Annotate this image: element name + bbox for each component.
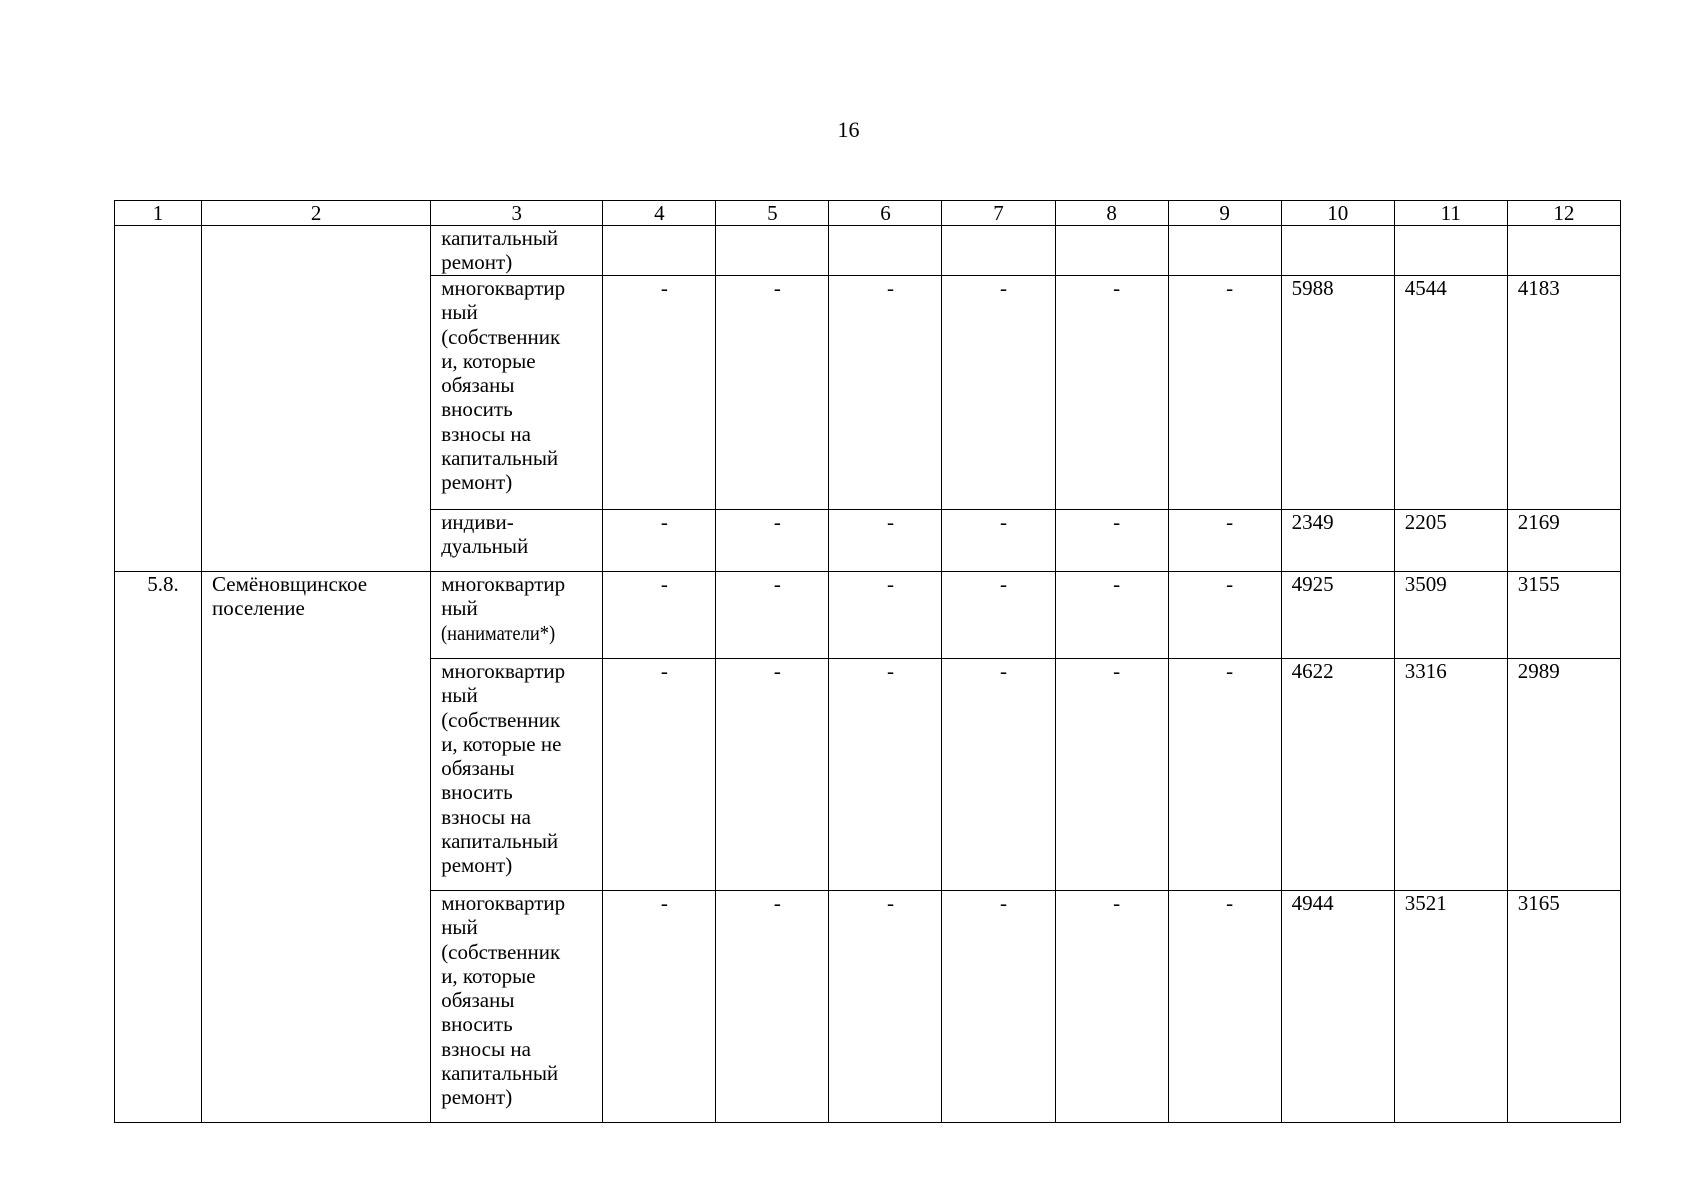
housing-type-line: капитальный (441, 226, 559, 250)
value-cell (1168, 226, 1281, 276)
value-cell: - (1168, 276, 1281, 510)
value-cell: - (716, 659, 829, 891)
value-cell (1394, 226, 1507, 276)
value-cell: 3165 (1507, 891, 1620, 1123)
col-header-11: 11 (1394, 201, 1507, 226)
housing-type-line: дуальный (441, 534, 529, 559)
settlement-name-cell (202, 572, 431, 1123)
housing-type-line: вносить (441, 1012, 513, 1037)
value-cell: - (716, 276, 829, 510)
settlement-name-line: поселение (212, 596, 305, 621)
housing-type-line: многоквартир (441, 276, 566, 300)
col-header-8: 8 (1055, 201, 1168, 226)
value-cell: 4622 (1281, 659, 1394, 891)
housing-type-line: капитальный (441, 1061, 559, 1086)
value-cell (603, 226, 716, 276)
value-cell (942, 226, 1055, 276)
housing-type-line: индиви- (441, 510, 514, 534)
col-header-6: 6 (829, 201, 942, 226)
housing-type-line: (собственник (441, 707, 561, 732)
value-cell: - (1055, 891, 1168, 1123)
value-cell: - (603, 891, 716, 1123)
value-cell: - (1168, 510, 1281, 572)
value-cell: 3155 (1507, 572, 1620, 659)
table-row (115, 572, 1621, 659)
housing-type-line: ный (441, 683, 478, 708)
housing-type-line: и, которые не (441, 731, 562, 756)
housing-type-line: и, которые (441, 348, 536, 373)
value-cell: 5988 (1281, 276, 1394, 510)
value-cell: 3521 (1394, 891, 1507, 1123)
value-cell: - (1168, 572, 1281, 659)
housing-type-line: многоквартир (441, 659, 566, 683)
housing-type-line: (собственник (441, 939, 561, 964)
col-header-10: 10 (1281, 201, 1394, 226)
housing-type-cell (431, 276, 603, 510)
value-cell: - (603, 572, 716, 659)
housing-type-line: ремонт) (441, 853, 513, 878)
housing-type-line: многоквартир (441, 572, 566, 596)
value-cell: - (1168, 659, 1281, 891)
value-cell: - (716, 891, 829, 1123)
settlement-name-line: Семёновщинское (212, 572, 368, 596)
table-row (115, 226, 1621, 276)
housing-type-line: взносы на (441, 1036, 531, 1061)
data-table (114, 200, 1621, 1123)
housing-type-line: взносы на (441, 421, 531, 446)
value-cell: - (942, 276, 1055, 510)
housing-type-cell (431, 891, 603, 1123)
col-header-1: 1 (115, 201, 202, 226)
value-cell: - (829, 572, 942, 659)
col-header-7: 7 (942, 201, 1055, 226)
value-cell: - (829, 276, 942, 510)
value-cell: - (942, 891, 1055, 1123)
col-header-2: 2 (202, 201, 431, 226)
value-cell: 2205 (1394, 510, 1507, 572)
housing-type-cell (431, 572, 603, 659)
value-cell: - (829, 510, 942, 572)
value-cell: 4183 (1507, 276, 1620, 510)
housing-type-line: ремонт) (441, 470, 513, 495)
value-cell: - (603, 510, 716, 572)
value-cell: 4944 (1281, 891, 1394, 1123)
value-cell (1055, 226, 1168, 276)
value-cell: - (603, 659, 716, 891)
housing-type-cell (431, 510, 603, 572)
housing-type-line: (собственник (441, 324, 561, 349)
housing-type-line: ный (441, 915, 478, 940)
value-cell: - (1055, 572, 1168, 659)
col-header-9: 9 (1168, 201, 1281, 226)
value-cell: - (716, 572, 829, 659)
housing-type-line: вносить (441, 397, 513, 422)
value-cell: 2989 (1507, 659, 1620, 891)
value-cell: - (829, 659, 942, 891)
value-cell: - (1055, 659, 1168, 891)
housing-type-line: ремонт) (441, 1085, 513, 1110)
housing-type-line: вносить (441, 780, 513, 805)
value-cell: 2169 (1507, 510, 1620, 572)
col-header-3: 3 (431, 201, 603, 226)
value-cell (829, 226, 942, 276)
housing-type-line: (наниматели*) (441, 620, 556, 645)
housing-type-line: обязаны (441, 988, 515, 1013)
value-cell (1507, 226, 1620, 276)
value-cell: - (1055, 276, 1168, 510)
value-cell: 3509 (1394, 572, 1507, 659)
housing-type-line: взносы на (441, 804, 531, 829)
value-cell: - (716, 510, 829, 572)
value-cell: 2349 (1281, 510, 1394, 572)
col-header-12: 12 (1507, 201, 1620, 226)
value-cell: 4925 (1281, 572, 1394, 659)
value-cell: - (942, 659, 1055, 891)
housing-type-cell (431, 226, 603, 276)
value-cell: - (942, 572, 1055, 659)
housing-type-line: многоквартир (441, 891, 566, 915)
col-header-4: 4 (603, 201, 716, 226)
settlement-name-cell (202, 226, 431, 572)
housing-type-line: капитальный (441, 446, 559, 471)
value-cell: 3316 (1394, 659, 1507, 891)
page-number: 16 (837, 117, 860, 142)
value-cell: - (1168, 891, 1281, 1123)
value-cell: - (829, 891, 942, 1123)
housing-type-cell (431, 659, 603, 891)
value-cell: 4544 (1394, 276, 1507, 510)
housing-type-line: ный (441, 596, 478, 621)
value-cell (716, 226, 829, 276)
value-cell (1281, 226, 1394, 276)
housing-type-line: ремонт) (441, 250, 513, 275)
value-cell: - (1055, 510, 1168, 572)
housing-type-line: ный (441, 300, 478, 325)
housing-type-line: и, которые (441, 963, 536, 988)
value-cell: - (603, 276, 716, 510)
header-row (115, 201, 1621, 226)
housing-type-line: обязаны (441, 373, 515, 398)
row-number-cell: 5.8. (115, 572, 202, 1123)
col-header-5: 5 (716, 201, 829, 226)
row-number-cell (115, 226, 202, 572)
value-cell: - (942, 510, 1055, 572)
housing-type-line: капитальный (441, 829, 559, 854)
housing-type-line: обязаны (441, 756, 515, 781)
